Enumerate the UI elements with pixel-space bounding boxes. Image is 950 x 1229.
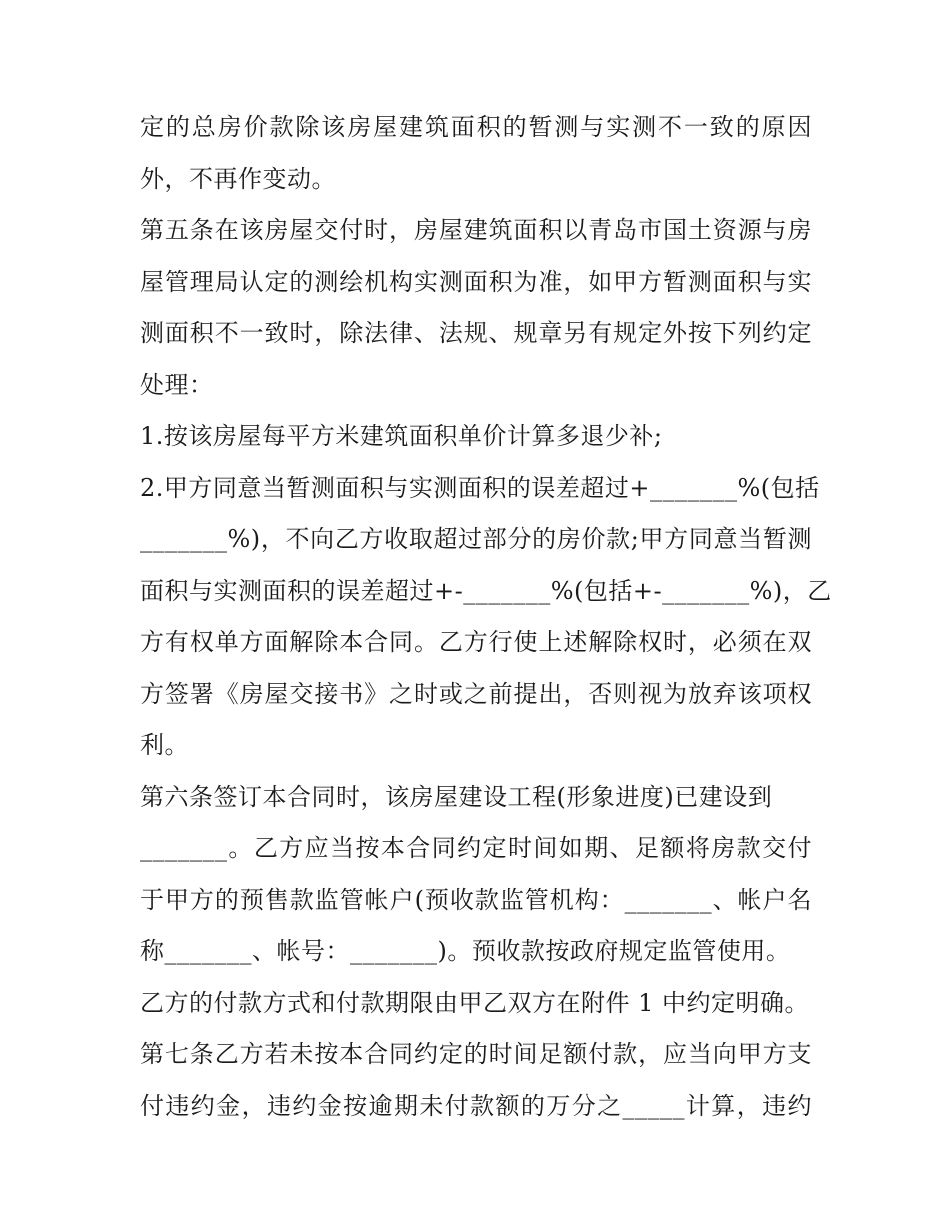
document-body bbox=[140, 102, 832, 1132]
text-line: 定的总房价款除该房屋建筑面积的暂测与实测不一致的原因 bbox=[140, 113, 812, 141]
text-line: 乙方的付款方式和付款期限由甲乙双方在附件 1 中约定明确。 bbox=[140, 988, 810, 1017]
text-line: 第五条在该房屋交付时，房屋建筑面积以青岛市国土资源与房 bbox=[140, 216, 812, 244]
text-line: 方有权单方面解除本合同。乙方行使上述解除权时，必须在双 bbox=[140, 628, 812, 656]
text-line: 外，不再作变动。 bbox=[140, 164, 336, 193]
text-line: 面积与实测面积的误差超过+-_______%(包括+-_______%)，乙 bbox=[140, 576, 832, 605]
text-line: 测面积不一致时，除法律、法规、规章另有规定外按下列约定 bbox=[140, 319, 812, 347]
text-line: 付违约金，违约金按逾期未付款额的万分之_____计算，违约 bbox=[140, 1091, 812, 1120]
text-line: _______%)，不向乙方收取超过部分的房价款;甲方同意当暂测 bbox=[140, 525, 812, 553]
text-line: 1.按该房屋每平方米建筑面积单价计算多退少补; bbox=[140, 422, 663, 450]
text-line: 屋管理局认定的测绘机构实测面积为准，如甲方暂测面积与实 bbox=[140, 267, 812, 296]
text-line: 于甲方的预售款监管帐户(预收款监管机构：_______、帐户名 bbox=[140, 885, 812, 914]
text-line: 第六条签订本合同时，该房屋建设工程(形象进度)已建设到 bbox=[140, 782, 773, 811]
text-line: 2.甲方同意当暂测面积与实测面积的误差超过+_______%(包括 bbox=[140, 473, 820, 502]
text-line: _______。乙方应当按本合同约定时间如期、足额将房款交付 bbox=[140, 834, 812, 862]
text-line: 处理： bbox=[140, 370, 214, 399]
text-line: 称_______、帐号：_______)。预收款按政府规定监管使用。 bbox=[140, 937, 791, 965]
text-line: 方签署《房屋交接书》之时或之前提出，否则视为放弃该项权 bbox=[140, 679, 812, 708]
text-line: 利。 bbox=[140, 731, 189, 759]
text-line: 第七条乙方若未按本合同约定的时间足额付款，应当向甲方支 bbox=[140, 1040, 812, 1068]
